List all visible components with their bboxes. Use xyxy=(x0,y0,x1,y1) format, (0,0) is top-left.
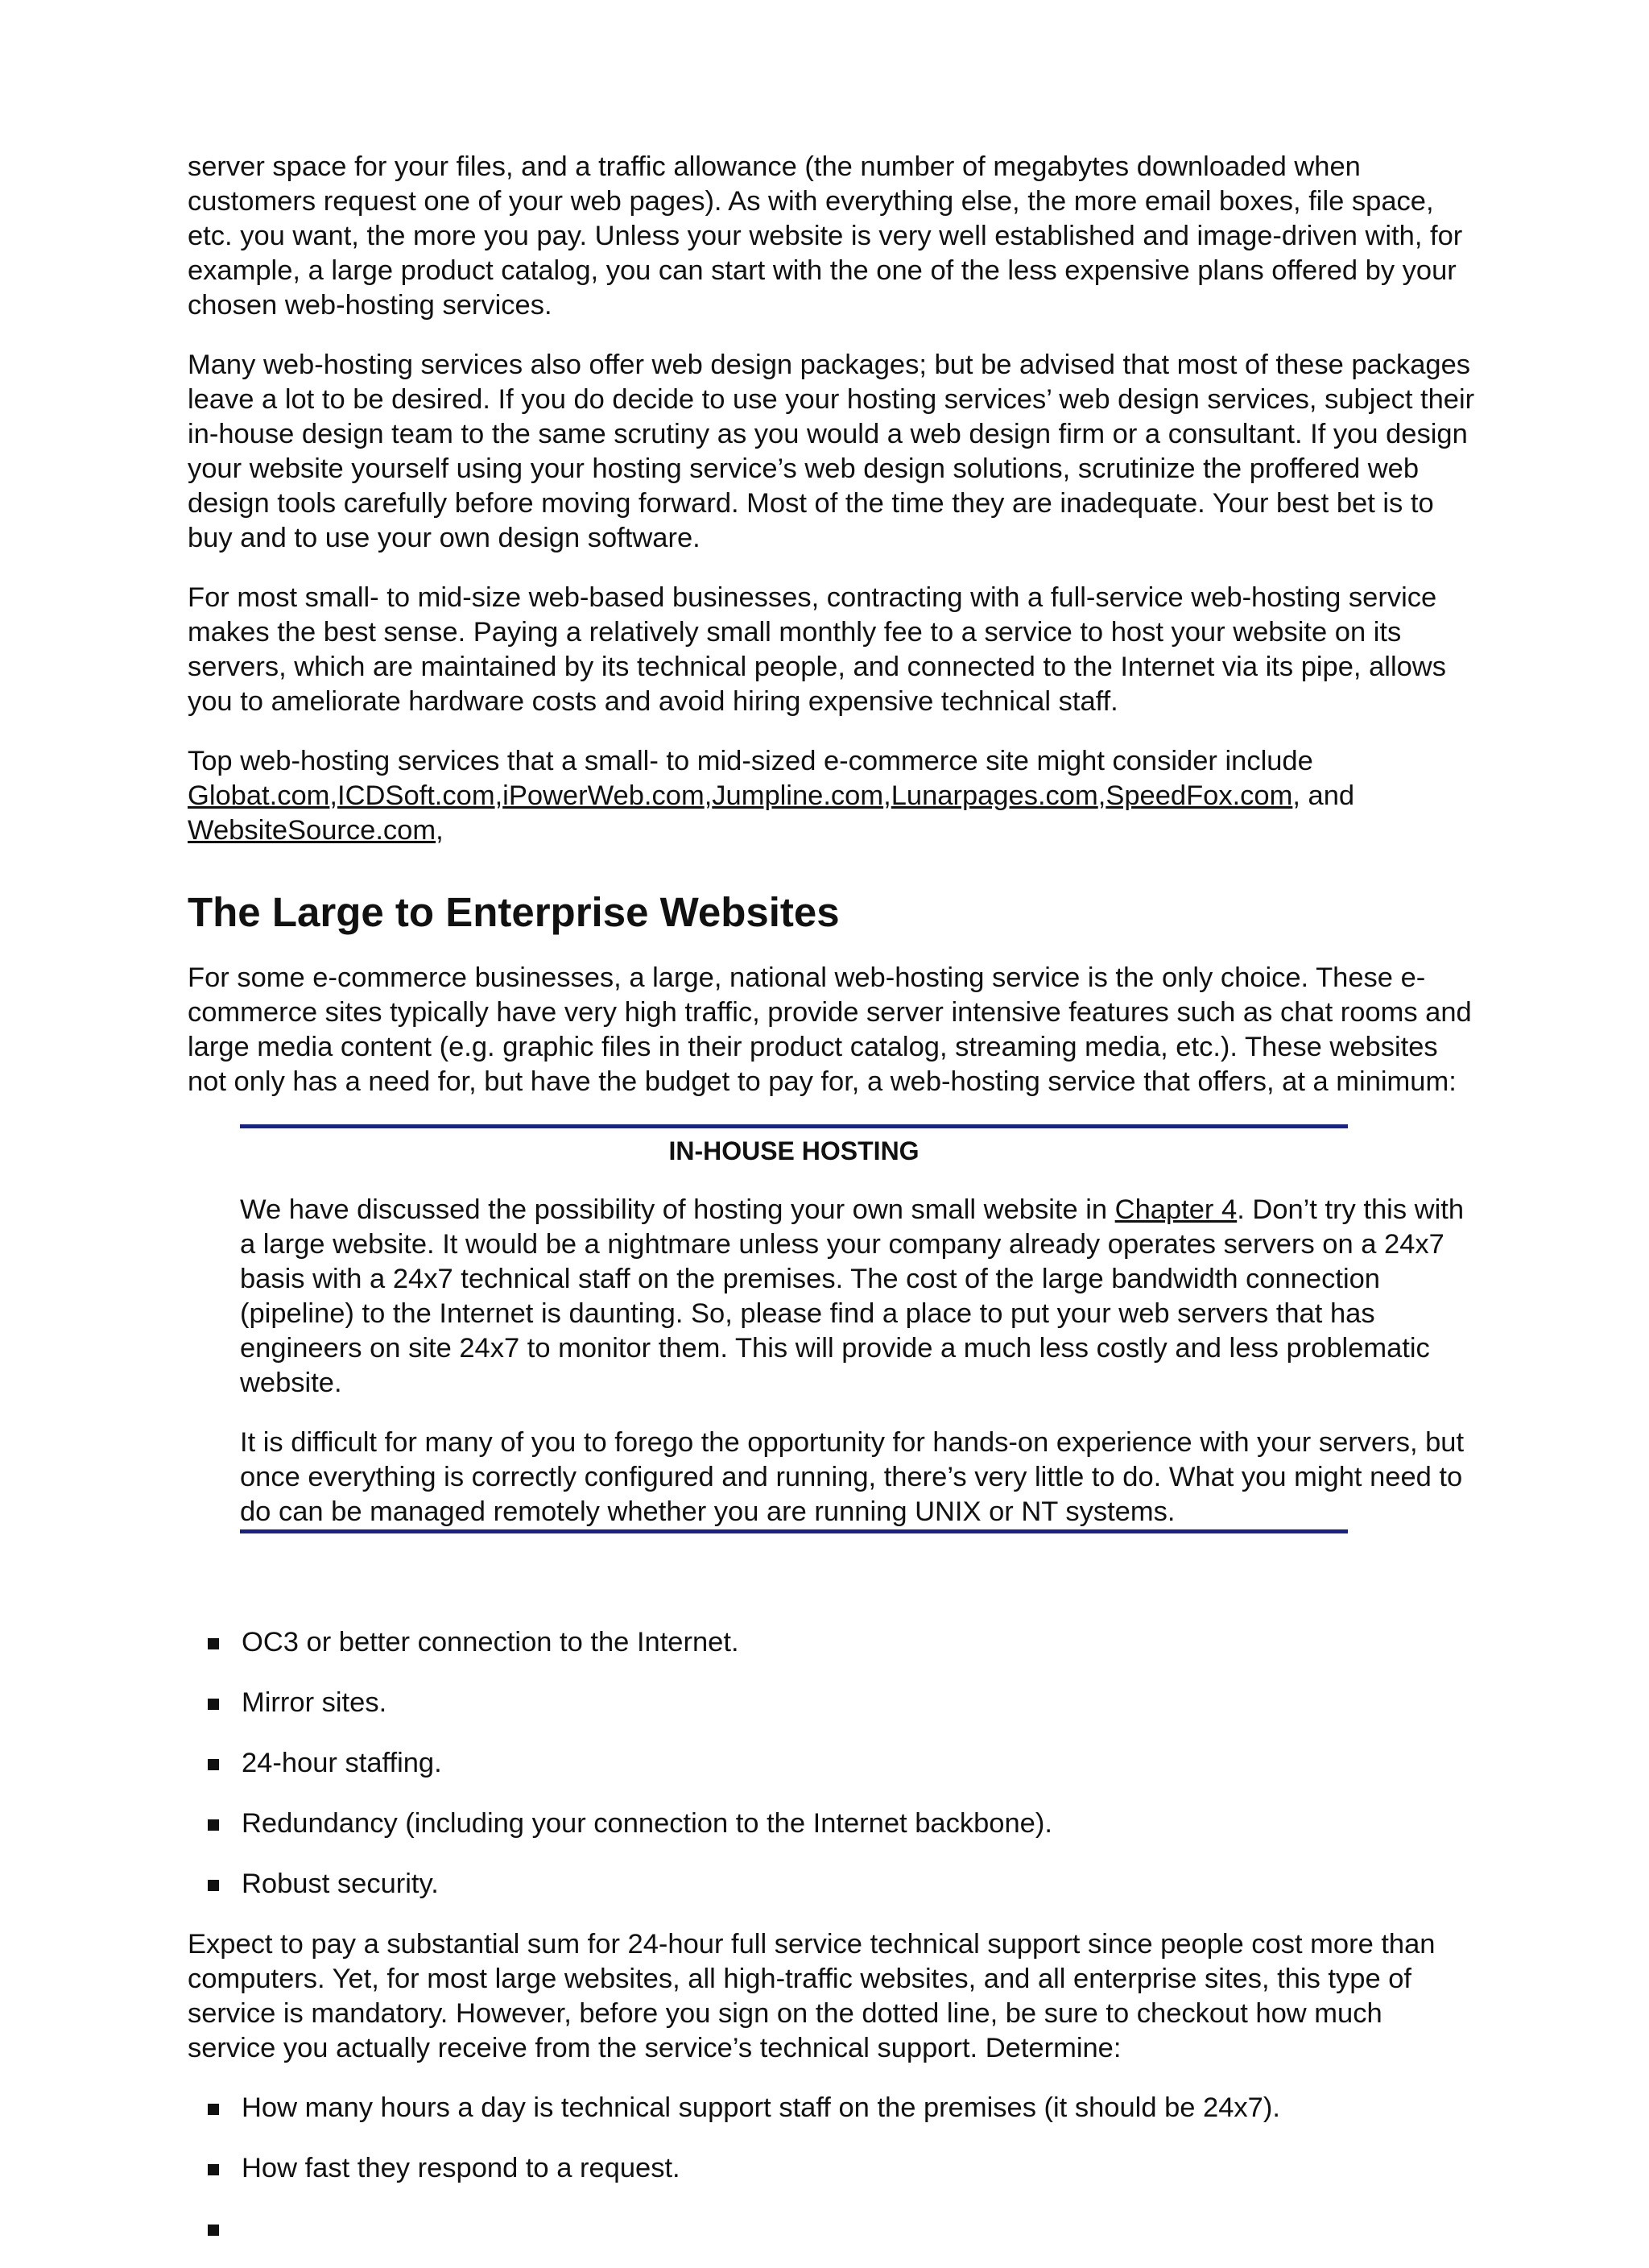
section-heading: The Large to Enterprise Websites xyxy=(188,889,840,935)
list-item: OC3 or better connection to the Internet. xyxy=(188,1625,1476,1660)
link-speedfox[interactable]: SpeedFox.com xyxy=(1106,780,1293,811)
bullet-square-icon xyxy=(208,1880,219,1891)
top-services-intro: Top web-hosting services that a small- to mid-sized e-commerce site might consider include xyxy=(188,746,1313,776)
paragraph-large-hosting: For some e-commerce businesses, a large, national web-hosting service is the only choice. These e-commerce sites typically have very high traffic, provide server intensive features such as chat rooms and large media content (e.g. graphic files in their product catalog, streaming media, etc.). These websites not only has a need for, but have the budget to pay for, a web-hosting service that offers, at a minimum: xyxy=(188,962,1472,1097)
list-item: Mirror sites. xyxy=(188,1686,1476,1720)
paragraph-web-design-packages: Many web-hosting services also offer web design packages; but be advised that most of these packages leave a lot to be desired. If you do decide to use your hosting services’ web design services, subject their in-house design team to the same scrutiny as you would a web design firm or a consultant. If you design your website yourself using your hosting service’s web design solutions, scrutinize the proffered web design tools carefully before moving forward. Most of the time they are inadequate. Your best bet is to buy and to use your own design software. xyxy=(188,350,1475,553)
paragraph-top-hosting-services: Top web-hosting services that a small- to mid-sized e-commerce site might consider include Globat.com,ICDSoft.com,iPowerWeb.com,Jumpline.com,Lunarpages.com,SpeedFox.com, and WebsiteSource.com, xyxy=(188,746,1355,846)
list-item: Robust security. xyxy=(188,1867,1476,1902)
link-ipowerweb[interactable]: iPowerWeb.com xyxy=(502,780,705,811)
link-globat[interactable]: Globat.com xyxy=(188,780,330,811)
and-text: , and xyxy=(1292,780,1355,811)
requirements-list xyxy=(188,1625,1476,1902)
sidebar-top-rule xyxy=(240,1124,1348,1128)
paragraph-hosting-plans: server space for your files, and a traffic allowance (the number of megabytes downloaded when customers request one of your web pages). As with everything else, the more email boxes, file space, etc. you want, the more you pay. Unless your website is very well established and image-driven with, for example, a large product catalog, you can start with the one of the less expensive plans offered by your chosen web-hosting services. xyxy=(188,151,1463,321)
link-chapter-4[interactable]: Chapter 4 xyxy=(1114,1194,1238,1225)
bullet-square-icon xyxy=(208,2104,219,2115)
bullet-square-icon xyxy=(208,2164,219,2175)
link-websitesource[interactable]: WebsiteSource.com xyxy=(188,815,436,846)
list-item: Redundancy (including your connection to the Internet backbone). xyxy=(188,1807,1476,1841)
link-jumpline[interactable]: Jumpline.com xyxy=(712,780,884,811)
sidebar-in-house-hosting xyxy=(240,1124,1480,1533)
paragraph-technical-support: Expect to pay a substantial sum for 24-hour full service technical support since people cost more than computers. Yet, for most large websites, all high-traffic websites, and all enterprise sites, this type of service is mandatory. However, before you sign on the dotted line, be sure to checkout how much service you actually receive from the service’s technical support. Determine: xyxy=(188,1929,1436,2063)
paragraph-full-service-hosting: For most small- to mid-size web-based businesses, contracting with a full-service web-hosting service makes the best sense. Paying a relatively small monthly fee to a service to host your website on its servers, which are maintained by its technical people, and connected to the Internet via its pipe, allows you to ameliorate hardware costs and avoid hiring expensive technical staff. xyxy=(188,582,1446,717)
sidebar-paragraph-2: It is difficult for many of you to forego the opportunity for hands-on experience with your servers, but once everything is correctly configured and running, there’s very little to do. What you might need to do can be managed remotely whether you are running UNIX or NT systems. xyxy=(240,1427,1465,1527)
sidebar-paragraph-1 xyxy=(240,1193,1480,1401)
document-page xyxy=(188,150,1476,2212)
link-lunarpages[interactable]: Lunarpages.com xyxy=(891,780,1098,811)
list-item: How many hours a day is technical support staff on the premises (it should be 24x7). xyxy=(188,2091,1476,2125)
bullet-square-icon xyxy=(208,1699,219,1710)
trailing-comma: , xyxy=(436,815,444,846)
list-item: 24-hour staffing. xyxy=(188,1746,1476,1781)
bullet-square-icon xyxy=(208,1638,219,1649)
sidebar-p1-before: We have discussed the possibility of hosting your own small website in xyxy=(240,1194,1108,1225)
bullet-square-icon xyxy=(208,1759,219,1770)
sidebar-title: IN-HOUSE HOSTING xyxy=(668,1136,920,1165)
determine-list xyxy=(188,2091,1476,2186)
list-item: How fast they respond to a request. xyxy=(188,2151,1476,2186)
spacer xyxy=(188,1533,1476,1625)
sidebar-p1-after: . Don’t try this with a large website. It would be a nightmare unless your company already operates servers on a 24x7 basis with a 24x7 technical staff on the premises. The cost of the large bandwidth connection (pipeline) to the Internet is daunting. So, please find a place to put your web servers that has engineers on site 24x7 to monitor them. This will provide a much less costly and less problematic website. xyxy=(240,1194,1465,1398)
bullet-square-icon xyxy=(208,1819,219,1831)
sidebar-bottom-rule xyxy=(240,1529,1348,1533)
bullet-square-icon xyxy=(208,2225,219,2236)
link-icdsoft[interactable]: ICDSoft.com xyxy=(337,780,495,811)
